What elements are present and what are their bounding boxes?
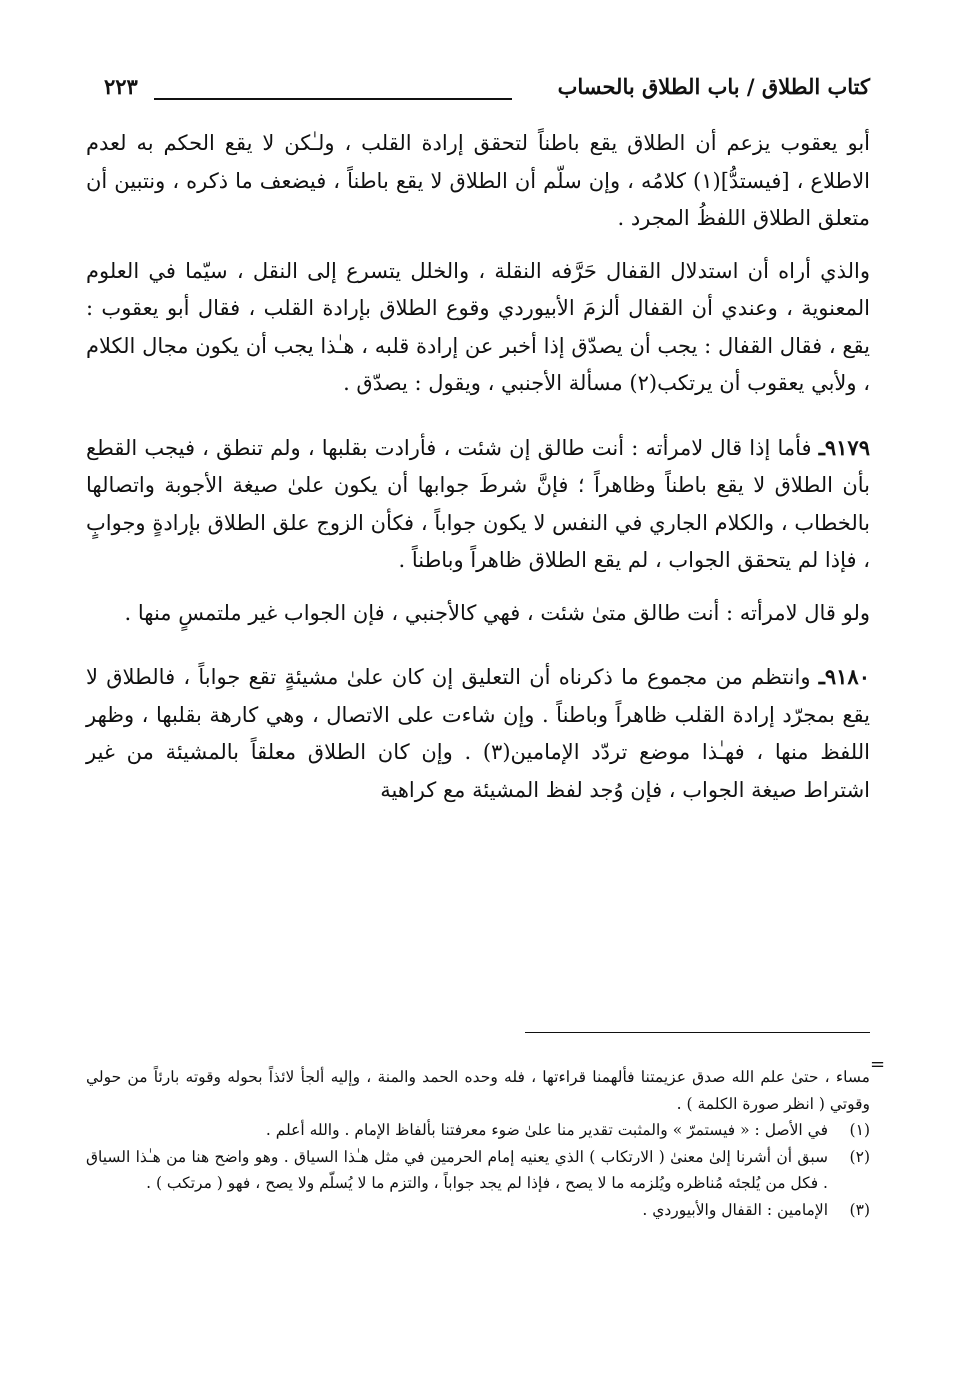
paragraph-number: ٩١٨٠ـ — [818, 664, 870, 689]
paragraph-9180 — [86, 658, 870, 809]
footnote-continuation-mark: = — [870, 1054, 886, 1075]
paragraph-text: ولو قال لامرأته : أنت طالق متىٰ شئت ، فهي كالأجنبي ، فإن الجواب غير ملتمسٍ منها . — [124, 600, 870, 625]
paragraph-text: فأما إذا قال لامرأته : أنت طالق إن شئت ، فأرادت بقلبها ، ولم تنطق ، فيجب القطع بأن الطلاق لا يقع باطناً وظاهراً ؛ فإنَّ شرطَ جوابها أن يكون علىٰ صيغة الأجوبة واتصالها بالخطاب ، والكلام الجاري في النفس لا يكون جواباً ، فكأن الزوج علق الطلاق بإرادةٍ وجوابٍ ، فإذا لم يتحقق الجواب ، لم يقع الطلاق ظاهراً وباطناً . — [86, 435, 870, 572]
paragraph-text: والذي أراه أن استدلال القفال حَرَّفه النقلة ، والخلل يتسرع إلى النقل ، سيّما في العلوم المعنوية ، وعندي أن القفال ألزمَ الأبيوردي وقوع الطلاق بإرادة القلب ، فقال أبو يعقوب : يقع ، فقال القفال : يجب أن يصدّق إذا أخبر عن إرادة قلبه ، هـٰذا يجب أن يكون مجال الكلام ، ولأبي يعقوب أن يرتكب(٢) مسألة الأجنبي ، ويقول : يصدّق . — [86, 258, 870, 395]
footnote-separator — [525, 1032, 870, 1033]
footnote-1 — [86, 1117, 870, 1144]
footnote-text: في الأصل : « فيستمرّ » والمثبت تقدير منا علىٰ ضوء معرفتنا بألفاظ الإمام . والله أعلم . — [265, 1121, 828, 1139]
header-rule — [154, 98, 512, 100]
paragraph-2 — [86, 253, 870, 403]
footnote-number: (٢) — [849, 1147, 870, 1166]
page-number: ٢٢٣ — [104, 74, 138, 99]
paragraph-1 — [86, 125, 870, 238]
header-title: كتاب الطلاق / باب الطلاق بالحساب — [557, 74, 870, 99]
paragraph-text: وانتظم من مجموع ما ذكرناه أن التعليق إن كان علىٰ مشيئةٍ تقع جواباً ، فالطلاق لا يقع بمجرّد إرادة القلب ظاهراً وباطناً . وإن شاءت على الاتصال ، وهي كارهة بقلبها ، وظهر اللفظ منها ، فهـٰذا موضع تردّد الإمامين(٣) . وإن كان الطلاق معلقاً بالمشيئة من غير اشتراط صيغة الجواب ، فإن وُجد لفظ المشيئة مع كراهية — [86, 665, 870, 802]
footnotes — [86, 1064, 870, 1223]
paragraph-9179 — [86, 429, 870, 580]
paragraph-4 — [86, 595, 870, 633]
footnote-text: الإمامين : القفال والأبيوردي . — [642, 1200, 828, 1219]
footnote-number: (٣) — [849, 1200, 870, 1219]
running-header — [86, 74, 870, 114]
paragraph-number: ٩١٧٩ـ — [818, 434, 870, 460]
footnote-2 — [86, 1144, 870, 1197]
footnote-3 — [86, 1197, 870, 1224]
footnote-text: سبق أن أشرنا إلىٰ معنىٰ ( الارتكاب ) الذي يعنيه إمام الحرمين في مثل هـٰذا السياق . وهو واضح هنا من هـٰذا السياق . فكل من يُلجئه مُناظره ويُلزمه ما لا يصح ، فإذا لم يجد جواباً ، والتزم ما لا يُسلّم ولا يصح ، فهو ( مرتكب ) . — [86, 1147, 828, 1192]
paragraph-text: أبو يعقوب يزعم أن الطلاق يقع باطناً لتحقق إرادة القلب ، ولـٰكن لا يقع الحكم به لعدم الاطلاع ، [فيستدُّ](١) كلامُه ، وإن سلّم أن الطلاق لا يقع باطناً ، فيضعف ما ذكره ، ونتبين أن متعلق الطلاق اللفظُ المجرد . — [86, 131, 871, 230]
footnote-continuation: مساء ، حتىٰ علم الله صدق عزيمتنا فألهمنا قراءتها ، فله وحده الحمد والمنة ، وإليه ألجأ لائذاً بحوله وقوته بارئاً من حولي وقوتي ( انظر صورة الكلمة ) . — [86, 1068, 870, 1113]
footnote-number: (١) — [849, 1121, 870, 1139]
main-text — [86, 125, 870, 809]
